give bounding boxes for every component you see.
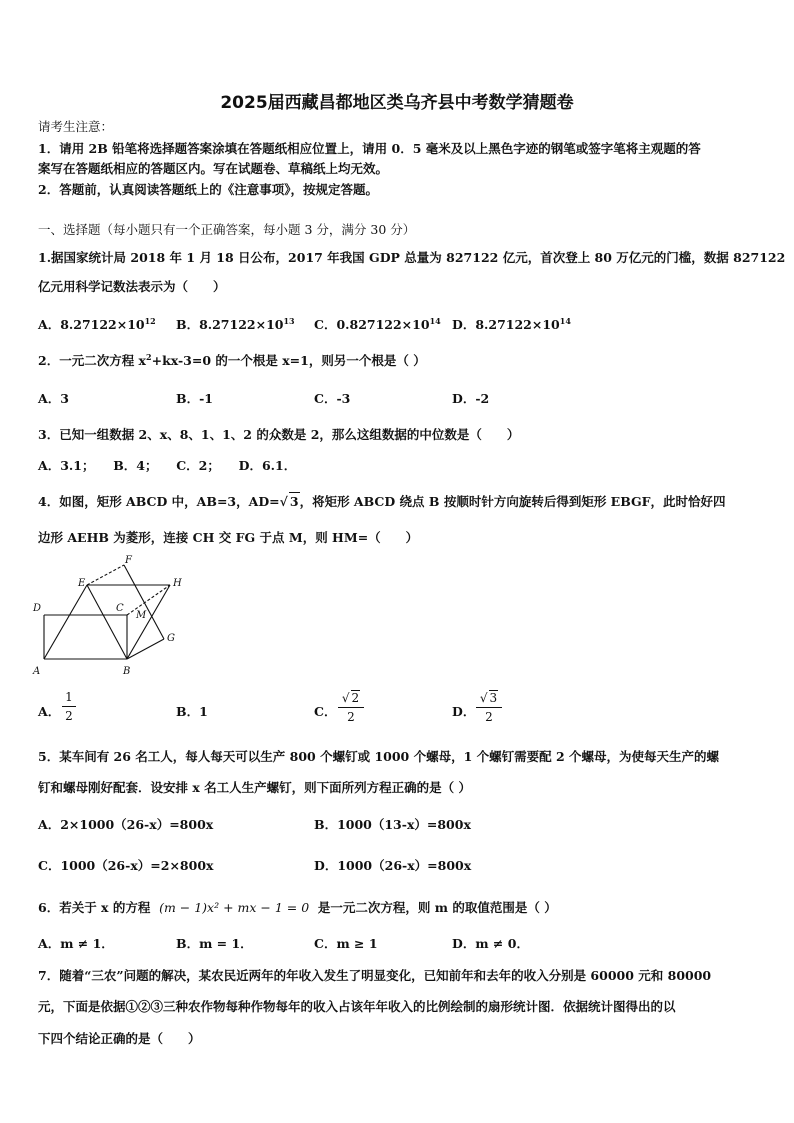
question-1-line-2: 亿元用科学记数法表示为（ ） xyxy=(38,279,226,294)
question-4-option-d-fraction: √ 3 2 xyxy=(476,690,502,724)
question-5-option-a: A．2×1000（26-x）=800x xyxy=(38,817,214,832)
side-eb xyxy=(87,585,127,659)
question-1-option-b: B．$8.27122\times 10^{13}$ xyxy=(176,316,295,332)
question-1-option-c: C．$0.827122\times 10^{14}$ xyxy=(314,316,441,332)
notice-line-2: 2．答题前，认真阅读答题纸上的《注意事项》，按规定答题。 xyxy=(38,182,378,197)
label-h: H xyxy=(173,578,182,589)
question-6-option-c: C．m ≥ 1 xyxy=(314,936,378,951)
label-f: F xyxy=(125,555,132,566)
question-4-line-1: 4．如图，矩形 ABCD 中，AB=3，AD=√ 3，将矩形 ABCD 绕点 B 按顺时针方向旋转后得到矩形 EBGF，此时恰好四 xyxy=(38,494,726,509)
notice-line-1a: 1．请用 2B 铅笔将选择题答案涂填在答题纸相应位置上，请用 0．5 毫米及以上黑色字迹的钢笔或签字笔将主观题的答 xyxy=(38,141,701,156)
question-6-equation: (m − 1)x² + mx − 1 = 0 xyxy=(159,900,310,915)
label-m: M xyxy=(136,610,147,621)
section-heading-choice: 一、选择题（每小题只有一个正确答案，每小题 3 分，满分 30 分） xyxy=(38,222,416,237)
question-5-option-b: B．1000（13-x）=800x xyxy=(314,817,471,832)
question-3-stem: 3．已知一组数据 2、x、8、1、1、2 的众数是 2，那么这组数据的中位数是（ ） xyxy=(38,427,520,442)
question-4-option-d-label: D． xyxy=(452,704,476,719)
question-4-option-c-label: C． xyxy=(314,704,337,719)
question-5-option-c: C．1000（26-x）=2×800x xyxy=(38,858,214,873)
question-6-stem: 6．若关于 x 的方程 (m − 1)x² + mx − 1 = 0 是一元二次方程，则 m 的取值范围是（ ） xyxy=(38,900,557,915)
question-1-line-1: 1.据国家统计局 2018 年 1 月 18 日公布，2017 年我国 GDP 总量为 827122 亿元，首次登上 80 万亿元的门槛，数据 827122 xyxy=(38,250,786,265)
rectangle-rotation-figure xyxy=(30,550,200,680)
notice-line-1b: 案写在答题纸相应的答题区内。写在试题卷、草稿纸上均无效。 xyxy=(38,161,389,176)
question-2-option-c: C．-3 xyxy=(314,391,351,406)
question-1-option-d: D．$8.27122\times 10^{14}$ xyxy=(452,316,571,332)
question-2-option-b: B．-1 xyxy=(176,391,213,406)
question-5-line-1: 5．某车间有 26 名工人，每人每天可以生产 800 个螺钉或 1000 个螺母，1 个螺钉需要配 2 个螺母，为使每天生产的螺 xyxy=(38,749,720,764)
label-d: D xyxy=(33,603,42,614)
question-7-line-3: 下四个结论正确的是（ ） xyxy=(38,1031,201,1046)
question-5-line-2: 钉和螺母刚好配套．设安排 x 名工人生产螺钉，则下面所列方程正确的是（ ） xyxy=(38,780,472,795)
notice-heading: 请考生注意： xyxy=(38,119,114,134)
question-1-option-a: A．$8.27122\times 10^{12}$ xyxy=(38,316,156,332)
label-c: C xyxy=(116,603,124,614)
question-4-option-c-fraction: √ 2 2 xyxy=(338,690,364,724)
side-ef xyxy=(87,565,124,585)
question-2-option-d: D．-2 xyxy=(452,391,490,406)
question-6-option-b: B．m = 1． xyxy=(176,936,253,951)
label-a: A xyxy=(33,666,41,677)
label-e: E xyxy=(78,578,86,589)
question-7-line-1: 7．随着“三农”问题的解决，某农民近两年的年收入发生了明显变化，已知前年和去年的收入分别是 60000 元和 80000 xyxy=(38,968,712,983)
question-6-option-a: A．m ≠ 1． xyxy=(38,936,114,951)
question-2-stem: 2．一元二次方程 $x^2+kx-3=0$ 的一个根是 x=1，则另一个根是（ ） xyxy=(38,352,426,368)
page-title: 2025届西藏昌都地区类乌齐县中考数学猜题卷 xyxy=(220,93,574,113)
question-6-option-d: D．m ≠ 0． xyxy=(452,936,529,951)
question-2-option-a: A．3 xyxy=(38,391,69,406)
side-ae xyxy=(44,585,87,659)
label-g: G xyxy=(167,633,175,644)
question-7-line-2: 元，下面是依据①②③三种农作物每种作物每年的收入占该年年收入的比例绘制的扇形统计图．依据统计图得出的以 xyxy=(38,999,676,1014)
question-4-option-b: B．1 xyxy=(176,704,208,719)
question-4-option-a-label: A． xyxy=(38,704,61,719)
question-3-options: A．3.1； B．4； C．2； D．6.1． xyxy=(38,458,297,473)
label-b: B xyxy=(123,666,131,677)
question-5-option-d: D．1000（26-x）=800x xyxy=(314,858,472,873)
question-4-line-2: 边形 AEHB 为菱形，连接 CH 交 FG 于点 M，则 HM=（ ） xyxy=(38,530,419,545)
question-4-option-a-fraction: 1 2 xyxy=(62,690,76,723)
side-gf xyxy=(124,565,164,639)
